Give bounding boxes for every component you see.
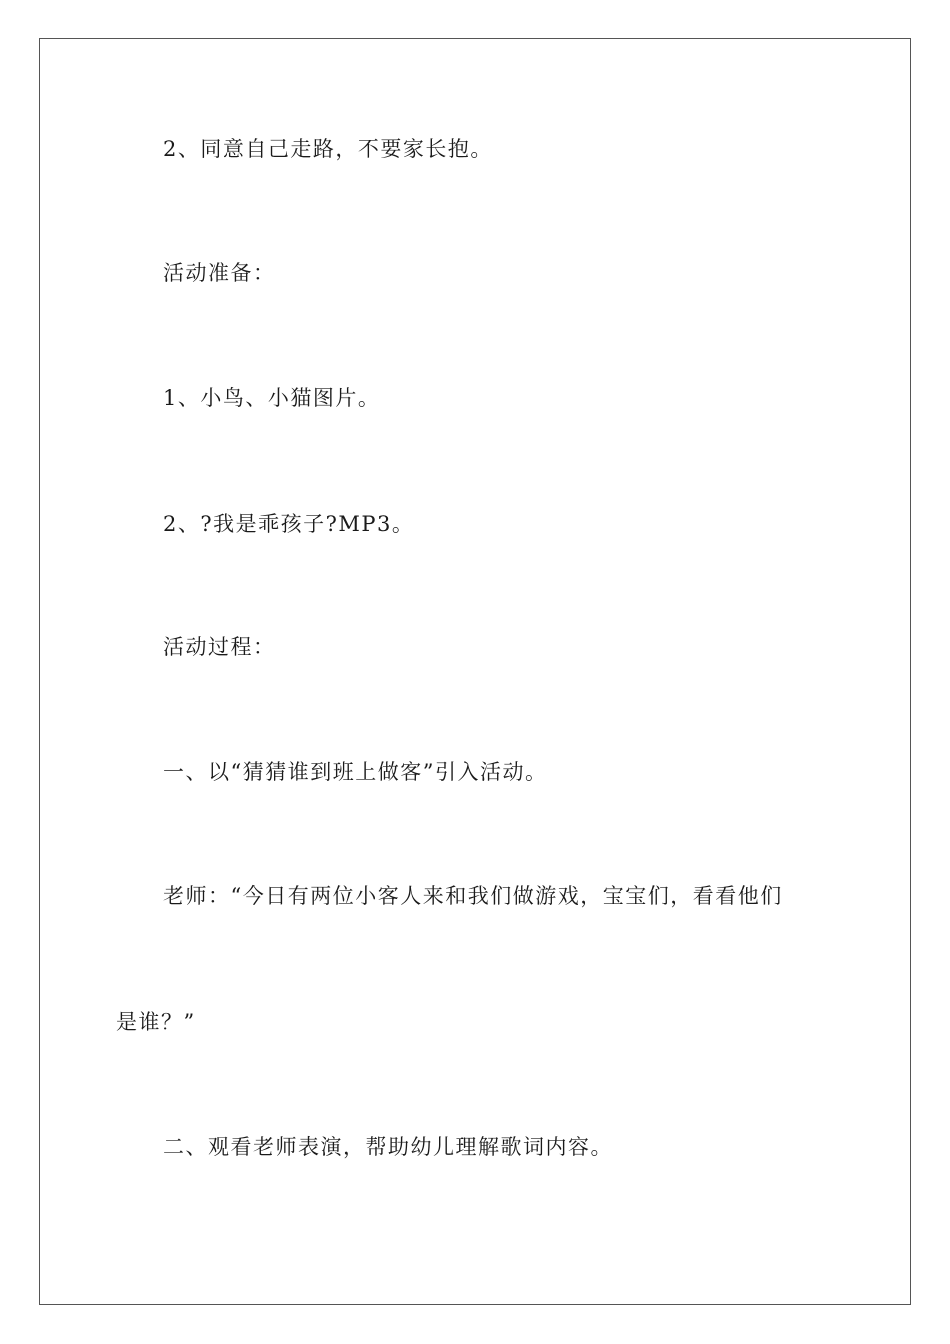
paragraph-step-2: 二、观看老师表演，帮助幼儿理解歌词内容。 [163,1135,613,1159]
paragraph-preparation-1: 1、小鸟、小猫图片。 [163,386,381,410]
section-heading-process: 活动过程： [163,635,276,659]
section-heading-preparation: 活动准备： [163,261,276,285]
paragraph-goal-2: 2、同意自己走路，不要家长抱。 [163,137,493,161]
paragraph-step-1: 一、以“猜猜谁到班上做客”引入活动。 [163,760,548,784]
page-border [39,38,911,1305]
paragraph-preparation-2: 2、?我是乖孩子?MP3。 [163,512,415,536]
paragraph-teacher-quote: 老师：“今日有两位小客人来和我们做游戏，宝宝们，看看他们 [163,884,783,908]
paragraph-teacher-quote-cont: 是谁？” [116,1010,196,1034]
